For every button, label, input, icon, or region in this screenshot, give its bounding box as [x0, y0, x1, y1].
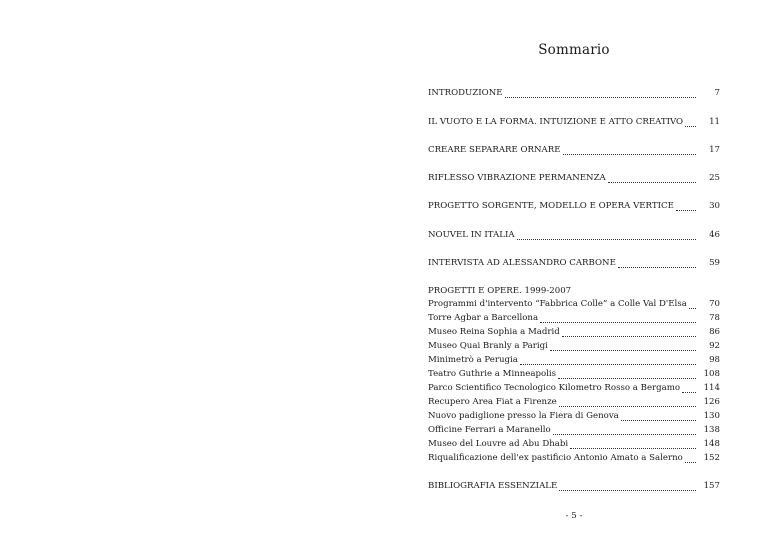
- toc-entry: [428, 171, 720, 183]
- toc-entry: [428, 297, 720, 309]
- toc-entry: [428, 325, 720, 337]
- toc-entry-title: RIFLESSO VIBRAZIONE PERMANENZA: [428, 173, 606, 183]
- toc-entry-page: 86: [709, 327, 720, 337]
- toc-entry-page: 148: [703, 439, 720, 449]
- toc-leader-dots: [559, 482, 696, 491]
- toc-entry: [428, 381, 720, 393]
- toc-leader-dots: [618, 259, 696, 268]
- toc-entry-page: 108: [703, 369, 720, 379]
- toc-entry-page: 46: [709, 230, 720, 240]
- toc-entry: [428, 395, 720, 407]
- toc-entry-title: CREARE SEPARARE ORNARE: [428, 145, 561, 155]
- toc-entry-page: 126: [703, 397, 720, 407]
- toc-entry-title: BIBLIOGRAFIA ESSENZIALE: [428, 481, 558, 491]
- toc-entry-page: 92: [709, 341, 720, 351]
- toc-leader-dots: [689, 300, 696, 309]
- toc-entry-page: 30: [709, 201, 720, 211]
- page-title: Sommario: [538, 42, 610, 58]
- toc-entry-title: Nuovo padiglione presso la Fiera di Genova: [428, 411, 619, 421]
- toc-entry-title: Museo Reina Sophia a Madrid: [428, 327, 560, 337]
- toc-entry-page: 70: [709, 299, 720, 309]
- toc-entry-page: 78: [709, 313, 720, 323]
- toc-entry-title: Riqualificazione dell'ex pastificio Antonio Amato a Salerno: [428, 453, 683, 463]
- toc-leader-dots: [553, 426, 696, 435]
- toc-entry-page: 59: [709, 258, 720, 268]
- toc-leader-dots: [558, 370, 696, 379]
- toc-entry: [428, 115, 720, 127]
- toc-entry-title: Parco Scientifico Tecnologico Kilometro Rosso a Bergamo: [428, 383, 681, 393]
- toc-leader-dots: [540, 314, 696, 323]
- toc-entry-title: INTERVISTA AD ALESSANDRO CARBONE: [428, 258, 616, 268]
- toc-entry-title: Programmi d'intervento “Fabbrica Colle” a Colle Val D'Elsa: [428, 299, 687, 309]
- toc-section-heading: [428, 284, 720, 296]
- toc-leader-dots: [685, 118, 696, 127]
- toc-entry: [428, 437, 720, 449]
- toc-entry-title: Museo Quai Branly a Parigi: [428, 341, 548, 351]
- page-number: - 5 -: [565, 511, 583, 521]
- toc-entry-page: 157: [703, 481, 720, 491]
- toc-entry-page: 114: [703, 383, 720, 393]
- toc-entry: [428, 423, 720, 435]
- toc-entry-title: PROGETTO SORGENTE, MODELLO E OPERA VERTICE: [428, 201, 674, 211]
- toc-entry: [428, 479, 720, 491]
- toc-entry-page: 152: [703, 453, 720, 463]
- toc-entry: [428, 143, 720, 155]
- toc-leader-dots: [685, 454, 696, 463]
- toc-leader-dots: [562, 328, 696, 337]
- toc-leader-dots: [621, 412, 696, 421]
- toc-leader-dots: [563, 146, 697, 155]
- toc-leader-dots: [570, 440, 696, 449]
- toc-leader-dots: [550, 342, 696, 351]
- toc-leader-dots: [505, 89, 697, 98]
- toc-entry: [428, 311, 720, 323]
- toc-entry: [428, 256, 720, 268]
- toc-entry-title: IL VUOTO E LA FORMA. INTUIZIONE E ATTO CREATIVO: [428, 117, 684, 127]
- toc-entry: [428, 228, 720, 240]
- toc-leader-dots: [676, 202, 696, 211]
- toc-entry-page: 25: [709, 173, 720, 183]
- toc-entry-page: 11: [709, 117, 720, 127]
- toc-entry-title: Minimetrò a Perugia: [428, 355, 518, 365]
- toc-entry-page: 7: [714, 88, 720, 98]
- toc-leader-dots: [559, 398, 696, 407]
- toc-entry-page: 130: [703, 411, 720, 421]
- toc-entry-title: Officine Ferrari a Maranello: [428, 425, 551, 435]
- toc-section-title: PROGETTI E OPERE. 1999-2007: [428, 286, 572, 296]
- toc-entry-page: 138: [703, 425, 720, 435]
- toc-entry: [428, 367, 720, 379]
- toc-entry-page: 98: [709, 355, 720, 365]
- toc-leader-dots: [608, 174, 696, 183]
- toc-leader-dots: [517, 231, 696, 240]
- toc-entry-title: Museo del Louvre ad Abu Dhabi: [428, 439, 569, 449]
- toc-entry-title: INTRODUZIONE: [428, 88, 503, 98]
- toc-entry: [428, 451, 720, 463]
- toc-entry-page: 17: [709, 145, 720, 155]
- toc-entry-title: Torre Agbar a Barcellona: [428, 313, 539, 323]
- toc-entry: [428, 199, 720, 211]
- toc-entry: [428, 339, 720, 351]
- toc-entry: [428, 86, 720, 98]
- toc-entry-title: NOUVEL IN ITALIA: [428, 230, 515, 240]
- toc-entry-title: Teatro Guthrie a Minneapolis: [428, 369, 557, 379]
- toc-leader-dots: [682, 384, 696, 393]
- toc-entry-title: Recupero Area Fiat a Firenze: [428, 397, 557, 407]
- toc-leader-dots: [520, 356, 696, 365]
- toc-entry: [428, 409, 720, 421]
- toc-entry: [428, 353, 720, 365]
